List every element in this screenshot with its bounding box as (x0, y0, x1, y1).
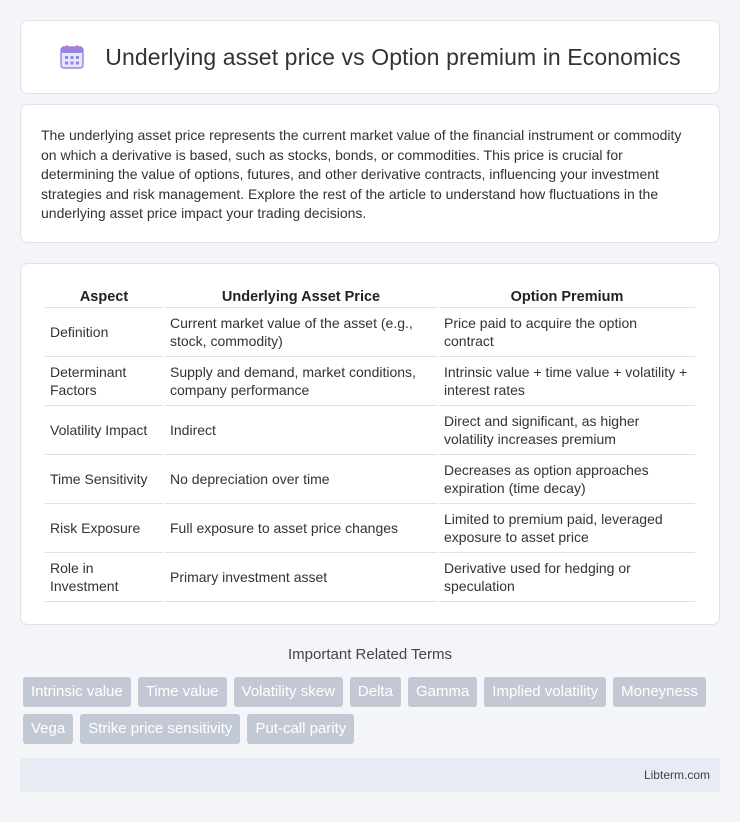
table-header-row (45, 284, 695, 308)
tag-time-value[interactable]: Time value (138, 677, 227, 707)
table-cell: Supply and demand, market conditions, company performance (165, 357, 437, 406)
tag-vega[interactable]: Vega (23, 714, 73, 744)
tag-delta[interactable]: Delta (350, 677, 401, 707)
table-row (45, 357, 695, 406)
table-cell: Definition (45, 308, 163, 357)
page-title: Underlying asset price vs Option premium in Economics (105, 43, 681, 70)
table-row (45, 553, 695, 602)
tag-volatility-skew[interactable]: Volatility skew (234, 677, 343, 707)
related-terms-tags (23, 677, 723, 751)
tag-gamma[interactable]: Gamma (408, 677, 477, 707)
intro-card (20, 104, 720, 243)
table-cell: Decreases as option approaches expiration (time decay) (439, 455, 695, 504)
table-cell: Full exposure to asset price changes (165, 504, 437, 553)
table-cell: Role in Investment (45, 553, 163, 602)
tag-intrinsic-value[interactable]: Intrinsic value (23, 677, 131, 707)
title-card (20, 20, 720, 94)
calendar-icon (59, 44, 85, 70)
table-cell: Derivative used for hedging or speculation (439, 553, 695, 602)
table-cell: Primary investment asset (165, 553, 437, 602)
table-cell: Indirect (165, 406, 437, 455)
tag-strike-price-sensitivity[interactable]: Strike price sensitivity (80, 714, 240, 744)
table-row (45, 308, 695, 357)
header-aspect: Aspect (45, 284, 163, 308)
table-cell: Limited to premium paid, leveraged exposure to asset price (439, 504, 695, 553)
tag-moneyness[interactable]: Moneyness (613, 677, 706, 707)
table-cell: No depreciation over time (165, 455, 437, 504)
footer (20, 758, 720, 792)
intro-text: The underlying asset price represents the current market value of the financial instrument or commodity on which a derivative is based, such as stocks, bonds, or commodities. This price is crucial for determining the value of options, futures, and other derivative contracts, influencing your investment strategies and risk management. Explore the rest of the article to understand how fluctuations in the underlying asset price impact your trading decisions. (41, 127, 682, 221)
tag-put-call-parity[interactable]: Put-call parity (247, 714, 354, 744)
header-option-premium: Option Premium (439, 284, 695, 308)
table-cell: Price paid to acquire the option contract (439, 308, 695, 357)
header-underlying-asset-price: Underlying Asset Price (165, 284, 437, 308)
table-cell: Determinant Factors (45, 357, 163, 406)
table-cell: Intrinsic value + time value + volatility + interest rates (439, 357, 695, 406)
related-terms-title: Important Related Terms (288, 646, 452, 663)
table-cell: Time Sensitivity (45, 455, 163, 504)
comparison-table (43, 284, 697, 602)
comparison-table-card (20, 263, 720, 625)
footer-brand-link[interactable]: Libterm.com (643, 768, 710, 782)
table-cell: Direct and significant, as higher volatility increases premium (439, 406, 695, 455)
table-row (45, 455, 695, 504)
table-cell: Risk Exposure (45, 504, 163, 553)
table-cell: Volatility Impact (45, 406, 163, 455)
tag-implied-volatility[interactable]: Implied volatility (484, 677, 606, 707)
table-cell: Current market value of the asset (e.g., stock, commodity) (165, 308, 437, 357)
table-row (45, 504, 695, 553)
table-row (45, 406, 695, 455)
